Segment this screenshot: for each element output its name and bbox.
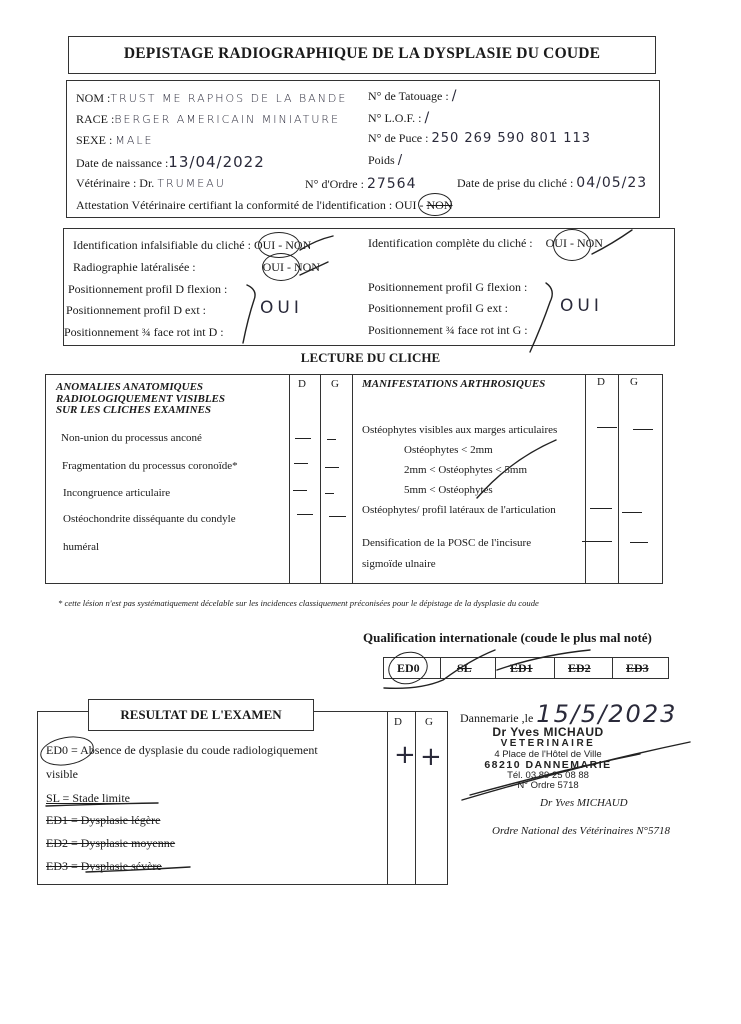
naissance-value: 13/04/2022	[168, 153, 265, 171]
puce-field	[368, 131, 591, 146]
anomalies-col-d: D	[298, 378, 306, 390]
infalsifiable-label: Identification infalsifiable du cliché :	[73, 238, 251, 252]
anomalies-heading	[56, 382, 225, 417]
stamp-ordre: N° Ordre 5718	[517, 780, 579, 791]
arthrose-g-mark	[622, 512, 642, 513]
attestation-sep: -	[419, 198, 424, 212]
puce-label: N° de Puce :	[368, 131, 429, 145]
nom-field	[76, 91, 347, 106]
anomaly-d-mark	[293, 490, 307, 491]
resultat-col-divider	[387, 711, 388, 885]
stamp-title: VETERINAIRE	[500, 738, 596, 749]
anomaly-g-mark	[325, 467, 339, 468]
arthrose-d-mark	[582, 541, 612, 542]
page-title: DEPISTAGE RADIOGRAPHIQUE DE LA DYSPLASIE DU COUDE	[123, 45, 601, 62]
left-position-1: Positionnement profil D flexion :	[68, 282, 228, 296]
anomalies-heading-line: SUR LES CLICHES EXAMINES	[56, 404, 211, 416]
tatouage-label: N° de Tatouage :	[368, 89, 449, 103]
anomaly-d-mark	[294, 463, 308, 464]
complete-label: Identification complète du cliché :	[368, 236, 533, 250]
arthrose-g-mark	[633, 429, 653, 430]
lecture-col-divider	[320, 374, 321, 584]
grade-ed0-circle	[385, 647, 432, 688]
arthrose-row: 2mm < Ostéophytes < 5mm	[404, 464, 528, 476]
arthrose-col-g: G	[630, 376, 638, 388]
lecture-col-divider	[585, 374, 586, 584]
stamp-name: Dr Yves MICHAUD	[492, 725, 604, 739]
resultat-line-ed1: ED1 = Dysplasie légère	[46, 813, 161, 827]
complete-sep: -	[569, 236, 574, 250]
grade-divider	[554, 657, 555, 679]
nom-value: TRUST ME RAPHOS DE LA BANDE	[110, 92, 348, 105]
complete-oui-circle	[553, 229, 591, 261]
arthrose-row: Ostéophytes < 2mm	[404, 444, 493, 456]
stamp-city: 68210 DANNEMARIE	[484, 759, 612, 771]
footnote: * cette lésion n'est pas systématiquement décelable sur les incidences classiquement préconisées pour le dépistage de la dysplasie du coude	[58, 598, 539, 608]
ordre-value: 27564	[366, 176, 417, 192]
arthrose-row: Ostéophytes/ profil latéraux de l'articulation	[362, 504, 556, 516]
veterinaire-value: TRUMEAU	[157, 177, 226, 190]
anomaly-row: Non-union du processus anconé	[61, 432, 202, 444]
attestation-field	[76, 198, 452, 213]
lecture-heading: LECTURE DU CLICHE	[300, 350, 441, 365]
resultat-line-ed2: ED2 = Dysplasie moyenne	[46, 836, 176, 850]
sexe-field	[76, 133, 153, 148]
grade-divider	[440, 657, 441, 679]
infalsifiable-sep: -	[278, 238, 283, 252]
anomaly-d-mark	[295, 438, 311, 439]
date-cliche-value: 04/05/23	[576, 175, 648, 191]
resultat-heading: RESULTAT DE L'EXAMEN	[120, 707, 282, 722]
resultat-line-ed0: ED0 = Absence de dysplasie du coude radiologiquement	[46, 743, 318, 757]
complete-oui: OUI	[545, 236, 567, 250]
grade-divider	[495, 657, 496, 679]
lateralisee-oui-circle	[262, 253, 300, 281]
resultat-mark-d: +	[394, 740, 417, 770]
anomaly-g-mark	[325, 493, 334, 494]
ordre-national: Ordre National des Vétérinaires N°5718	[492, 825, 670, 837]
infalsifiable-oui: OUI	[253, 238, 276, 252]
lateralisee-oui: OUI	[262, 260, 284, 274]
date-cliche-label: Date de prise du cliché :	[457, 176, 574, 190]
race-value: BERGER AMERICAIN MINIATURE	[114, 113, 341, 126]
anomalies-heading-line: ANOMALIES ANATOMIQUES	[56, 381, 204, 393]
arthrose-d-mark	[590, 508, 612, 509]
anomaly-row: Fragmentation du processus coronoïde*	[62, 460, 238, 472]
resultat-line-sl: SL = Stade limite	[46, 791, 130, 805]
grade-ed3: ED3	[626, 661, 649, 675]
arthrose-col-d: D	[597, 376, 605, 388]
race-field	[76, 112, 340, 127]
signature-date: 15/5/2023	[536, 700, 678, 728]
lof-label: N° L.O.F. :	[368, 111, 422, 125]
anomalies-col-g: G	[331, 378, 339, 390]
veterinaire-label: Vétérinaire : Dr.	[76, 176, 155, 190]
printed-name: Dr Yves MICHAUD	[540, 797, 628, 809]
veterinaire-field	[76, 176, 226, 191]
resultat-mark-g: +	[420, 742, 443, 772]
arthrose-row: 5mm < Ostéophytes	[404, 484, 493, 496]
naissance-field	[76, 153, 265, 171]
left-position-3: Positionnement ¾ face rot int D :	[64, 325, 224, 339]
ordre-field	[305, 176, 417, 192]
puce-value: 250 269 590 801 113	[431, 131, 592, 146]
grade-ed0: ED0	[397, 661, 420, 675]
left-position-2: Positionnement profil D ext :	[66, 303, 206, 317]
stamp	[478, 726, 618, 792]
arthrose-row: Densification de la POSC de l'incisure	[362, 537, 532, 549]
poids-value: /	[397, 153, 404, 168]
qualification-heading: Qualification internationale (coude le plus mal noté)	[363, 630, 652, 645]
attestation-oui-circle	[418, 193, 452, 216]
attestation-oui: OUI	[395, 198, 417, 212]
right-position-2: Positionnement profil G ext :	[368, 301, 508, 315]
grade-ed1: ED1	[510, 661, 533, 675]
anomaly-d-mark	[297, 514, 313, 515]
lecture-col-divider	[289, 374, 290, 584]
right-position-1: Positionnement profil G flexion :	[368, 280, 528, 294]
grade-sl: SL	[457, 661, 472, 675]
ordre-label: N° d'Ordre :	[305, 177, 364, 191]
anomaly-g-mark	[329, 516, 346, 517]
tatouage-value: /	[451, 88, 458, 104]
arthrose-heading: MANIFESTATIONS ARTHROSIQUES	[362, 378, 546, 390]
stamp-phone: Tél. 03 89 25 08 88	[507, 769, 589, 781]
arthrose-d-mark	[597, 427, 617, 428]
signature-place-label: Dannemarie ,le	[460, 711, 534, 725]
lateralisee-non: NON	[293, 260, 320, 274]
right-position-3: Positionnement ¾ face rot int G :	[368, 323, 528, 337]
sexe-value: MALE	[115, 134, 154, 147]
arthrose-row: Ostéophytes visibles aux marges articulaires	[362, 424, 558, 436]
sexe-label: SEXE :	[76, 133, 113, 147]
signature-place	[460, 700, 677, 728]
stamp-address: 4 Place de l'Hôtel de Ville	[494, 748, 602, 760]
attestation-label: Attestation Vétérinaire certifiant la conformité de l'identification :	[76, 198, 393, 212]
grade-divider	[612, 657, 613, 679]
resultat-line-visible: visible	[46, 767, 78, 781]
lateralisee-sep: -	[286, 260, 291, 274]
grade-ed2: ED2	[568, 661, 591, 675]
date-cliche-field	[457, 175, 647, 191]
lof-field	[368, 110, 430, 126]
lecture-col-divider	[352, 374, 353, 584]
lof-value: /	[424, 110, 431, 126]
anomalies-heading-line: RADIOLOGIQUEMENT VISIBLES	[56, 392, 226, 405]
left-positions-handwritten: OUI	[260, 298, 303, 318]
anomaly-row: huméral	[63, 541, 100, 553]
right-positions-handwritten: OUI	[560, 296, 603, 316]
attestation-non: NON	[426, 198, 453, 212]
resultat-col-divider	[415, 711, 416, 885]
anomaly-row: Ostéochondrite disséquante du condyle	[63, 513, 236, 525]
nom-label: NOM :	[76, 91, 111, 105]
poids-field	[368, 153, 403, 168]
arthrose-g-mark	[630, 542, 648, 543]
tatouage-field	[368, 88, 457, 104]
anomaly-g-mark	[327, 439, 336, 440]
lecture-col-divider	[618, 374, 619, 584]
poids-label: Poids	[368, 153, 395, 167]
resultat-col-g: G	[425, 716, 433, 728]
naissance-label: Date de naissance :	[76, 156, 169, 170]
lateralisee-label: Radiographie latéralisée :	[73, 260, 196, 274]
resultat-line-ed3: ED3 = Dysplasie sévère	[46, 859, 162, 873]
race-label: RACE :	[76, 112, 115, 126]
infalsifiable-non: NON	[285, 238, 312, 252]
anomaly-row: Incongruence articulaire	[63, 487, 171, 499]
complete-non: NON	[576, 236, 603, 250]
resultat-col-d: D	[394, 716, 402, 728]
arthrose-row: sigmoïde ulnaire	[362, 558, 436, 570]
